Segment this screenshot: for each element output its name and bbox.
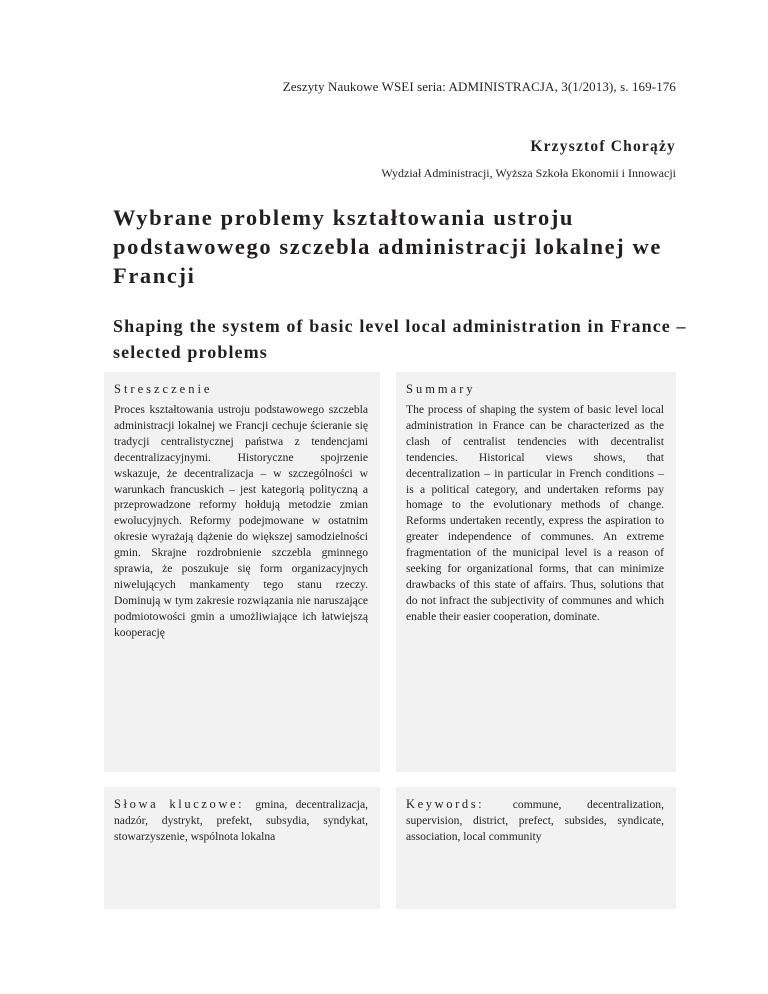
keywords-polish-box <box>104 787 380 909</box>
abstract-polish-text: Proces kształtowania ustroju podstawowego szczebla administracji lokalnej we Francji cechuje ścieranie się tradycji centralistycznej państwa z tendencjami decentralizacyjnymi. Historyczne spojrzenie wskazuje, że decentralizacja – w szczególności w warunkach francuskich – jest kategorią polityczną a przeprowadzone reformy hołdują metodzie zmian ewolucyjnych. Reformy podejmowane w ostatnim okresie wyrażają dążenie do większej samodzielności gmin. Skrajne rozdrobnienie szczebla gminnego sprawia, że poszukuje się form organizacyjnych niwelujących mankamenty tego stanu rzeczy. Dominują w tym zakresie rozwiązania nie naruszające podmiotowości gmin a umożliwiające ich łatwiejszą kooperację <box>114 403 368 639</box>
abstract-english-heading: Summary <box>406 382 476 396</box>
abstract-polish-heading: Streszczenie <box>114 382 213 396</box>
keywords-polish-text: gmina, decentralizacja, nadzór, dystrykt, prefekt, subsydia, syndykat, stowarzyszenie, wspólnota lokalna <box>114 798 369 843</box>
title-english: Shaping the system of basic level local administration in France – selected problems <box>113 316 687 362</box>
keywords-polish-label: Słowa kluczowe: <box>114 797 256 811</box>
author-name: Krzysztof Chorąży <box>530 138 676 155</box>
keywords-english-text: commune, decentralization, supervision, district, prefect, subsides, syndicate, association, local community <box>406 798 664 843</box>
abstract-polish-box <box>104 372 380 772</box>
journal-citation: Zeszyty Naukowe WSEI seria: ADMINISTRACJA, 3(1/2013), s. 169-176 <box>282 79 676 94</box>
title-polish: Wybrane problemy kształtowania ustroju podstawowego szczebla administracji lokalnej we Francji <box>113 205 662 288</box>
keywords-english-box <box>396 787 676 909</box>
abstract-english-text: The process of shaping the system of basic level local administration in France can be characterized as the clash of centralist tendencies with decentralist tendencies. Historical views shows, that decentralization – in particular in French conditions – is a political category, and undertaken reforms pay homage to the evolutionary methods of change. Reforms undertaken recently, express the aspiration to greater independence of communes. An extreme fragmentation of the municipal level is a reason of seeking for organizational forms, that can minimize drawbacks of this state of affairs. Thus, solutions that do not infract the subjectivity of communes and which enable their easier cooperation, dominate. <box>406 403 664 623</box>
keywords-english-label: Keywords: <box>406 797 513 811</box>
author-affiliation: Wydział Administracji, Wyższa Szkoła Ekonomii i Innowacji <box>381 166 676 180</box>
abstract-english-box <box>396 372 676 772</box>
